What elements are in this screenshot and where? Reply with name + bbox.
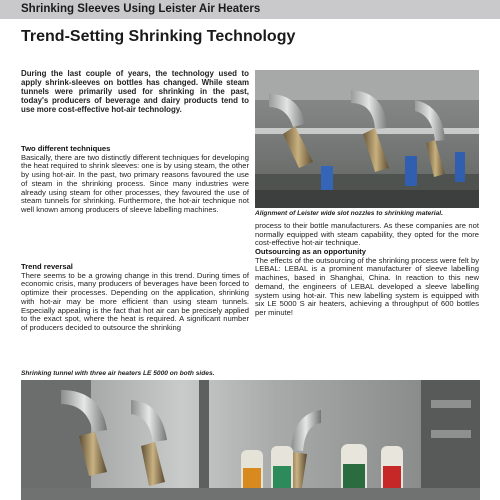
section-heading: Outsourcing as an opportunity: [255, 247, 366, 256]
page-title: Trend-Setting Shrinking Technology: [21, 28, 296, 45]
section-body: Basically, there are two distinctly different techniques for developing the heat required to shrink sleeves: one is by using steam, the other by using hot-air. In the past, two primary reasons favoured the use of steam in the shrinking process. Since many industries were already using steam for other processes, they favoured the use of steam tunnels for shrinking. Furthermore, the hot-air technique not well known among producers of sleeve labelling machines.: [21, 152, 249, 214]
top-photo: [255, 70, 479, 208]
section-heading: Trend reversal: [21, 262, 73, 271]
bottom-photo-caption: Shrinking tunnel with three air heaters LE 5000 on both sides.: [21, 370, 215, 377]
section-heading: Two different techniques: [21, 144, 111, 153]
section-body: The effects of the outsourcing of the shrinking process were felt by LEBAL: LEBAL is a prominent manufacturer of sleeve labelling machines, based in Shanghai, China. In reaction to this new demand, the engineers of LEBAL developed a sleeve labelling system using hot-air. This new labelling system is equipped with six LE 5000 S air heaters, achieving a throughput of 600 bottles per minute!: [255, 255, 479, 317]
section-trend-reversal: [21, 263, 249, 333]
section-outsourcing: [255, 248, 479, 318]
continuation-paragraph: process to their bottle manufacturers. As these companies are not normally equipped with steam capability, they opted for the more cost-effective hot-air technique.: [255, 221, 479, 248]
header-title: Shrinking Sleeves Using Leister Air Heaters: [21, 3, 261, 15]
top-photo-caption: Alignment of Leister wide slot nozzles to shrinking material.: [255, 210, 443, 217]
bottom-photo: [21, 380, 480, 500]
section-body: There seems to be a growing change in this trend. During times of economic crisis, many producers of beverages have been forced to optimize their processes. Depending on the application, shrinking with hot-air may be more efficient than using steam tunnels. Especially appealing is the fact that hot air can be precisely applied to the exact spot, where the heat is required. A significant number of producers decided to outsource the shrinking: [21, 270, 249, 332]
intro-paragraph: During the last couple of years, the technology used to apply shrink-sleeves on bottles has changed. While steam tunnels were primarily used for shrinking in the past, today's producers of beverage and dairy products tend to use more cost-effective hot-air technology.: [21, 69, 249, 114]
section-two-techniques: [21, 145, 249, 215]
